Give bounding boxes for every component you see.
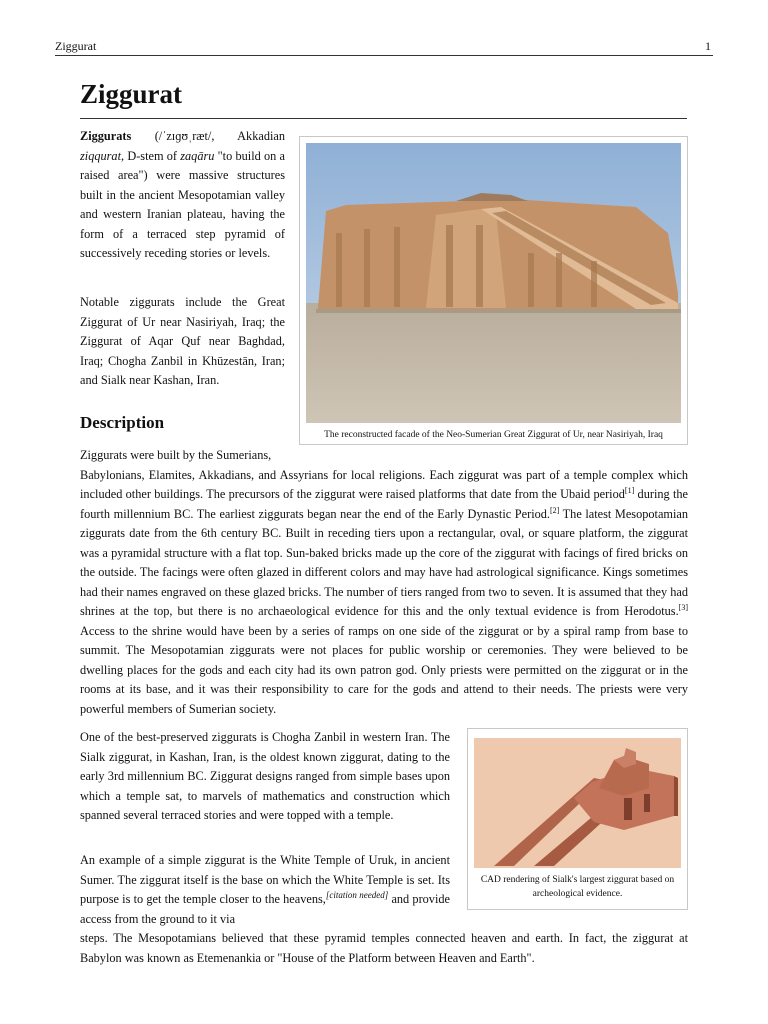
reference-2[interactable]: [2]	[549, 505, 560, 515]
page-title: Ziggurat	[80, 79, 183, 109]
description-narrow-block	[80, 851, 450, 929]
intro-paragraph-2: Notable ziggurats include the Great Ziggurat of Ur near Nasiriyah, Iraq; the Ziggurat of Aqar Quf near Baghdad, Iraq; Chogha Zanbil in Khūzestān, Iran; and Sialk near Kashan, Iran.	[80, 295, 285, 387]
akkadian-word: ziqqurat	[80, 148, 121, 163]
description-text: Access to the shrine would have been by a series of ramps on one side of the ziggurat or by a spiral ramp from base to summit. The Mesopotamian ziggurats were not places for public worship or ceremonies. They were believed to be dwelling places for the gods and each city had its own patron god. Only priests were permitted on the ziggurat or in the rooms at its base, and it was their responsibility to care for the gods and attend to their needs. The priests were very powerful members of Sumerian society.	[80, 623, 688, 716]
running-title: Ziggurat	[55, 39, 97, 53]
description-text: The latest Mesopotamian ziggurats date from the 6th century BC. Built in receding tiers upon a rectangular, oval, or square platform, the ziggurat was a pyramidal structure with a flat top. Sun-baked bricks made up the core of the ziggurat with facings of fired bricks on the outside. The facings were often glazed in different colors and may have had astrological significance. Kings sometimes had their names engraved on these glazed bricks. The number of tiers ranged from two to seven. It is assumed that they had shrines at the top, but there is no archaeological evidence for this and the only textual evidence is from Herodotus.	[80, 506, 688, 618]
reference-1[interactable]: [1]	[624, 485, 635, 495]
figure-ur-ziggurat	[299, 136, 688, 445]
sialk-cad-render	[474, 738, 681, 868]
citation-needed[interactable]: [citation needed]	[325, 889, 389, 900]
description-text: An example of a simple ziggurat is the White Temple of Uruk, in ancient Sumer. The ziggurat itself is the base on which the White Temple is set. Its purpose is to get the temple closer to the heavens,	[80, 853, 450, 906]
title-rule	[80, 118, 687, 119]
intro-text: , D-stem of	[121, 148, 181, 163]
intro-paragraph-1	[80, 127, 285, 264]
description-text: during the fourth millennium BC. The earliest ziggurats began near the end of the Early Dynastic Period.	[80, 487, 688, 521]
description-paragraph-1	[80, 446, 688, 719]
running-header	[55, 38, 713, 56]
lead-term: Ziggurats	[80, 129, 132, 143]
figure-caption-sialk: CAD rendering of Sialk's largest ziggurat based on archeological evidence.	[480, 875, 675, 899]
intro-text: "to build on a raised area") were massive structures built in the ancient Mesopotamian valley and western Iranian plateau, having the form of a terraced step pyramid of successively receding stories or levels.	[80, 148, 285, 260]
description-text: steps. The Mesopotamians believed that these pyramid temples connected heaven and earth. In fact, the ziggurat at Babylon was known as Etemenankia or "House of the Platform between Heaven and Earth".	[80, 931, 688, 965]
figure-caption-ur: The reconstructed facade of the Neo-Sumerian Great Ziggurat of Ur, near Nasiriyah, Iraq	[324, 430, 663, 440]
reference-3[interactable]: [3]	[678, 602, 688, 612]
description-lead-line: Ziggurats were built by the Sumerians,	[80, 448, 272, 462]
figure-sialk-ziggurat	[467, 728, 688, 910]
ur-ziggurat-photo	[306, 143, 681, 423]
section-heading-description: Description	[80, 413, 165, 432]
description-text: and provide access from the ground to it via	[80, 892, 450, 926]
pronunciation: (/ˈzɪɡʊˌræt/, Akkadian	[131, 129, 285, 143]
description-paragraph-2: One of the best-preserved ziggurats is Chogha Zanbil in western Iran. The Sialk ziggurat, in Kashan, Iran, is the oldest known ziggurat, dating to the early 3rd millennium BC. Ziggurat designs ranged from simple bases upon which a temple sat, to marvels of mathematics and construction which spanned several terraced stories and were topped with a temple.	[80, 730, 450, 822]
description-text: Babylonians, Elamites, Akkadians, and Assyrians for local religions. Each ziggurat was part of a temple complex which included other buildings. The precursors of the ziggurat were raised platforms that date from the Ubaid period	[80, 467, 688, 501]
page-number: 1	[705, 39, 711, 53]
akkadian-root: zaqāru	[180, 148, 215, 163]
